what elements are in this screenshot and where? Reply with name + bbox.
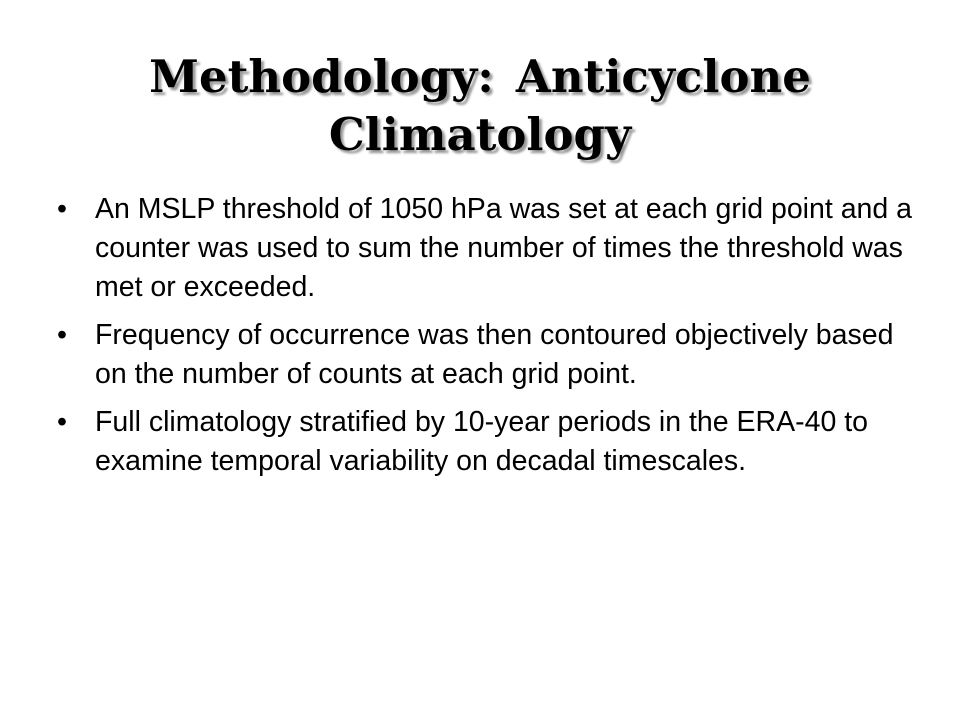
bullet-dot-icon: •	[57, 319, 67, 351]
title-word-anticyclone: Anticyclone	[515, 50, 811, 103]
bullet-text: Frequency of occurrence was then contoured objectively based on the number of counts at each grid point.	[95, 319, 894, 390]
title-word-methodology: Methodology:	[149, 50, 494, 103]
bullet-text: Full climatology stratified by 10-year periods in the ERA-40 to examine temporal variability on decadal timescales.	[95, 406, 869, 477]
slide-title	[60, 48, 900, 164]
title-line-2: Climatology	[328, 108, 632, 161]
title-line-1	[60, 48, 900, 106]
bullet-item	[55, 403, 915, 481]
bullet-dot-icon: •	[57, 406, 67, 438]
bullet-text: An MSLP threshold of 1050 hPa was set at each grid point and a counter was used to sum the number of times the threshold was met or exceeded.	[95, 193, 913, 303]
bullet-item	[55, 316, 915, 394]
bullet-dot-icon: •	[57, 193, 67, 225]
bullet-list	[55, 190, 915, 490]
bullet-item	[55, 190, 915, 307]
